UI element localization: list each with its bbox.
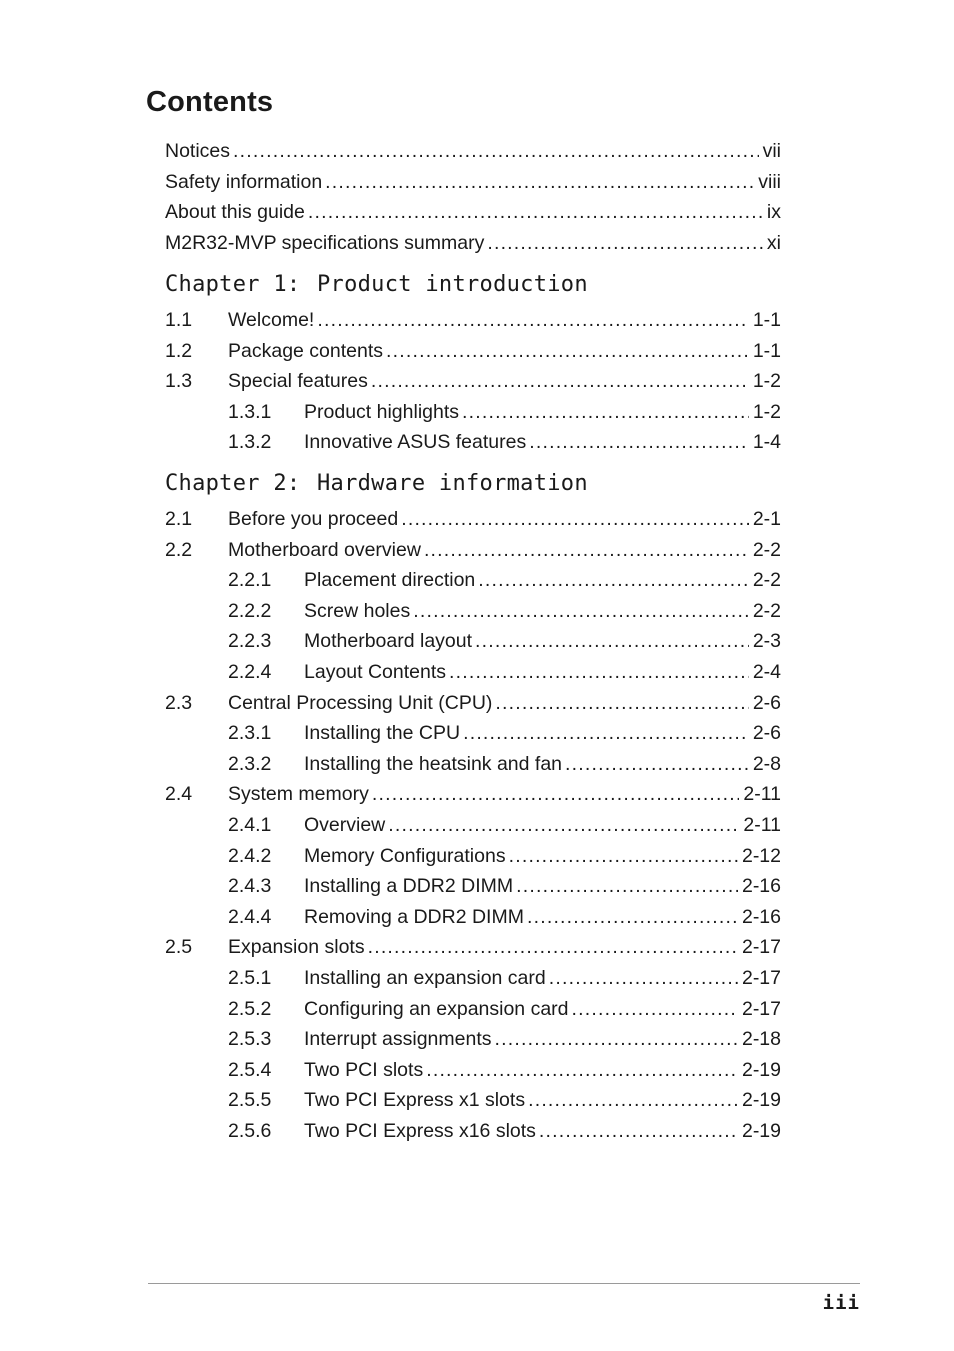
entry-title: Product highlights xyxy=(304,400,460,423)
entry-title: Placement direction xyxy=(304,569,476,592)
toc-entry-front-matter[interactable] xyxy=(165,230,781,256)
entry-number: 2.4.1 xyxy=(228,814,272,836)
toc-entry-subsection[interactable] xyxy=(228,659,781,685)
entry-number: 2.3 xyxy=(165,691,193,714)
dot-leader xyxy=(308,199,763,225)
entry-number: 2.2.3 xyxy=(228,630,272,653)
entry-title: Installing the CPU xyxy=(304,722,461,745)
toc-entry-section[interactable] xyxy=(165,690,781,716)
entry-title: Layout Contents xyxy=(304,661,447,683)
entry-page-number: vii xyxy=(762,140,781,162)
entry-page-number: 2-2 xyxy=(752,538,781,561)
toc-entry-subsection[interactable] xyxy=(228,812,781,838)
entry-page-number: 2-18 xyxy=(741,1028,781,1051)
entry-title: Motherboard layout xyxy=(304,630,473,653)
entry-page-number: 2-2 xyxy=(752,569,781,592)
entry-title: Innovative ASUS features xyxy=(304,431,527,454)
entry-page-number: 2-2 xyxy=(752,599,781,622)
dot-leader xyxy=(424,537,749,563)
entry-title: M2R32-MVP specifications summary xyxy=(165,231,485,254)
dot-leader xyxy=(539,1118,738,1144)
chapter-heading[interactable] xyxy=(165,272,588,297)
entry-page-number: 2-11 xyxy=(743,814,781,836)
entry-title: Screw holes xyxy=(304,599,411,622)
entry-page-number: 2-17 xyxy=(741,936,781,959)
toc-entry-subsection[interactable] xyxy=(228,1026,781,1052)
entry-title: About this guide xyxy=(165,201,305,224)
dot-leader xyxy=(528,1087,738,1113)
entry-number: 1.1 xyxy=(165,309,193,331)
entry-title: Welcome! xyxy=(228,309,315,331)
entry-page-number: 2-17 xyxy=(741,997,781,1020)
toc-entry-subsection[interactable] xyxy=(228,399,781,425)
toc-entry-subsection[interactable] xyxy=(228,904,781,930)
entry-page-number: 2-8 xyxy=(752,752,781,775)
entry-page-number: 2-3 xyxy=(752,630,781,653)
entry-number: 2.2.4 xyxy=(228,661,272,683)
entry-number: 2.5.6 xyxy=(228,1120,272,1142)
dot-leader xyxy=(368,934,738,960)
entry-page-number: viii xyxy=(758,170,781,193)
dot-leader xyxy=(495,1026,738,1052)
toc-entry-section[interactable] xyxy=(165,537,781,563)
dot-leader xyxy=(401,506,749,532)
toc-entry-subsection[interactable] xyxy=(228,965,781,991)
toc-entry-subsection[interactable] xyxy=(228,720,781,746)
entry-page-number: 1-2 xyxy=(752,370,781,393)
dot-leader xyxy=(426,1057,738,1083)
toc-entry-subsection[interactable] xyxy=(228,1057,781,1083)
entry-title: Package contents xyxy=(228,339,384,362)
entry-number: 2.5 xyxy=(165,936,193,959)
toc-entry-subsection[interactable] xyxy=(228,628,781,654)
entry-page-number: 2-19 xyxy=(741,1089,781,1112)
entry-page-number: 1-1 xyxy=(752,309,781,331)
entry-number: 2.3.1 xyxy=(228,722,272,745)
entry-number: 2.4 xyxy=(165,783,193,806)
toc-entry-subsection[interactable] xyxy=(228,598,781,624)
entry-page-number: 1-2 xyxy=(752,400,781,423)
entry-title: Interrupt assignments xyxy=(304,1028,492,1051)
chapter-title: Product introduction xyxy=(317,272,588,297)
entry-page-number: 2-16 xyxy=(741,875,781,898)
toc-entry-section[interactable] xyxy=(165,506,781,532)
toc-entry-subsection[interactable] xyxy=(228,567,781,593)
dot-leader xyxy=(475,628,749,654)
toc-entry-subsection[interactable] xyxy=(228,1087,781,1113)
entry-number: 2.3.2 xyxy=(228,752,272,775)
toc-entry-front-matter[interactable] xyxy=(165,138,781,164)
dot-leader xyxy=(462,399,749,425)
entry-page-number: 2-17 xyxy=(741,967,781,989)
dot-leader xyxy=(388,812,739,838)
entry-title: Removing a DDR2 DIMM xyxy=(304,905,524,928)
dot-leader xyxy=(317,307,748,333)
toc-entry-section[interactable] xyxy=(165,338,781,364)
entry-title: Motherboard overview xyxy=(228,538,421,561)
entry-title: Expansion slots xyxy=(228,936,365,959)
entry-page-number: 2-1 xyxy=(752,508,781,530)
entry-number: 2.5.5 xyxy=(228,1089,272,1112)
entry-title: Notices xyxy=(165,140,231,162)
entry-title: Two PCI slots xyxy=(304,1058,424,1081)
toc-entry-section[interactable] xyxy=(165,934,781,960)
entry-number: 2.2 xyxy=(165,538,193,561)
entry-page-number: 2-16 xyxy=(741,905,781,928)
page-title: Contents xyxy=(146,86,274,118)
entry-page-number: xi xyxy=(766,231,781,254)
toc-entry-subsection[interactable] xyxy=(228,1118,781,1144)
entry-title: Central Processing Unit (CPU) xyxy=(228,691,493,714)
toc-entry-section[interactable] xyxy=(165,781,781,807)
dot-leader xyxy=(565,751,749,777)
entry-title: Before you proceed xyxy=(228,508,399,530)
entry-title: Installing the heatsink and fan xyxy=(304,752,563,775)
dot-leader xyxy=(371,368,749,394)
entry-number: 2.4.4 xyxy=(228,905,272,928)
entry-number: 2.2.2 xyxy=(228,599,272,622)
toc-entry-subsection[interactable] xyxy=(228,429,781,455)
entry-title: Configuring an expansion card xyxy=(304,997,569,1020)
dot-leader xyxy=(487,230,763,256)
entry-page-number: 1-4 xyxy=(752,431,781,454)
entry-number: 2.5.4 xyxy=(228,1058,272,1081)
entry-title: System memory xyxy=(228,783,369,806)
entry-number: 2.5.2 xyxy=(228,997,272,1020)
dot-leader xyxy=(449,659,749,685)
toc-entry-subsection[interactable] xyxy=(228,996,781,1022)
entry-page-number: ix xyxy=(766,201,781,224)
dot-leader xyxy=(233,138,759,164)
dot-leader xyxy=(495,690,748,716)
entry-number: 2.4.2 xyxy=(228,844,272,867)
entry-title: Memory Configurations xyxy=(304,844,506,867)
entry-number: 1.3 xyxy=(165,370,193,393)
entry-title: Overview xyxy=(304,814,386,836)
entry-title: Installing a DDR2 DIMM xyxy=(304,875,514,898)
toc-entry-subsection[interactable] xyxy=(228,873,781,899)
entry-page-number: 2-11 xyxy=(743,783,781,806)
entry-number: 2.4.3 xyxy=(228,875,272,898)
entry-title: Two PCI Express x1 slots xyxy=(304,1089,526,1112)
entry-number: 1.3.2 xyxy=(228,431,272,454)
chapter-heading[interactable] xyxy=(165,471,588,496)
entry-page-number: 2-6 xyxy=(752,691,781,714)
dot-leader xyxy=(478,567,749,593)
dot-leader xyxy=(413,598,749,624)
entry-number: 2.5.1 xyxy=(228,967,272,989)
dot-leader xyxy=(386,338,749,364)
entry-title: Safety information xyxy=(165,170,323,193)
dot-leader xyxy=(463,720,749,746)
entry-page-number: 2-12 xyxy=(741,844,781,867)
entry-title: Special features xyxy=(228,370,368,393)
toc-entry-subsection[interactable] xyxy=(228,843,781,869)
entry-number: 2.5.3 xyxy=(228,1028,272,1051)
toc-entry-section[interactable] xyxy=(165,307,781,333)
dot-leader xyxy=(529,429,749,455)
entry-page-number: 1-1 xyxy=(752,339,781,362)
entry-page-number: 2-4 xyxy=(752,661,781,683)
chapter-label: Chapter 1: xyxy=(165,272,301,297)
page-number: iii xyxy=(822,1292,860,1314)
dot-leader xyxy=(527,904,738,930)
dot-leader xyxy=(372,781,740,807)
chapter-label: Chapter 2: xyxy=(165,471,301,496)
entry-page-number: 2-19 xyxy=(741,1120,781,1142)
toc-entry-subsection[interactable] xyxy=(228,751,781,777)
entry-number: 1.3.1 xyxy=(228,400,272,423)
dot-leader xyxy=(572,996,738,1022)
entry-number: 1.2 xyxy=(165,339,193,362)
toc-entry-front-matter[interactable] xyxy=(165,199,781,225)
dot-leader xyxy=(549,965,738,991)
entry-title: Installing an expansion card xyxy=(304,967,546,989)
entry-number: 2.1 xyxy=(165,508,193,530)
dot-leader xyxy=(509,843,738,869)
entry-page-number: 2-6 xyxy=(752,722,781,745)
dot-leader xyxy=(325,169,754,195)
entry-number: 2.2.1 xyxy=(228,569,272,592)
entry-page-number: 2-19 xyxy=(741,1058,781,1081)
entry-title: Two PCI Express x16 slots xyxy=(304,1120,536,1142)
toc-entry-front-matter[interactable] xyxy=(165,169,781,195)
footer-divider xyxy=(148,1283,860,1284)
chapter-title: Hardware information xyxy=(317,471,588,496)
dot-leader xyxy=(516,873,738,899)
toc-entry-section[interactable] xyxy=(165,368,781,394)
